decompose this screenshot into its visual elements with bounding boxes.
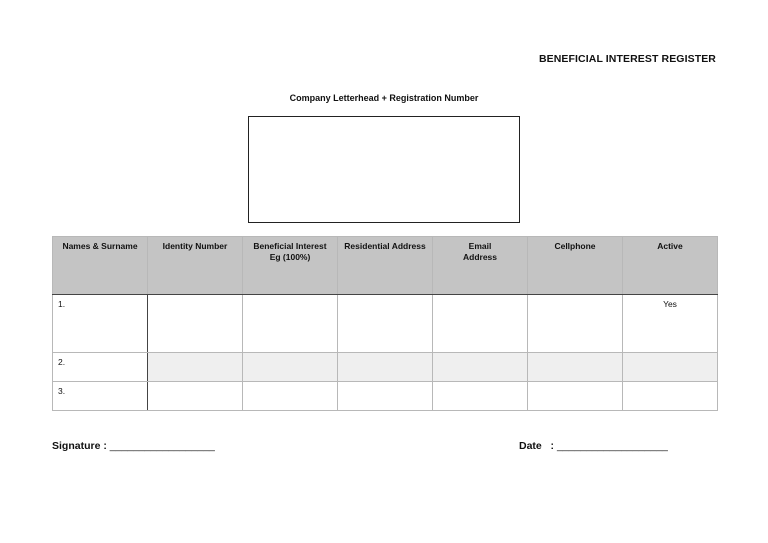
header-beneficial-interest-label: Beneficial Interest: [253, 241, 327, 251]
table-cell[interactable]: [243, 382, 338, 411]
header-names-surname-label: Names & Surname: [62, 241, 138, 251]
table-cell[interactable]: [528, 295, 623, 353]
signature-field[interactable]: __________________: [109, 440, 215, 452]
letterhead-label: Company Letterhead + Registration Number: [289, 93, 479, 103]
date-line: [519, 440, 668, 452]
table-cell[interactable]: [528, 382, 623, 411]
signature-label: Signature :: [52, 440, 107, 452]
table-cell[interactable]: [623, 353, 718, 382]
table-cell[interactable]: [433, 382, 528, 411]
header-beneficial-interest: [243, 237, 338, 295]
document-title: BENEFICIAL INTEREST REGISTER: [538, 53, 716, 65]
table-cell[interactable]: Yes: [623, 295, 718, 353]
signature-line: [52, 440, 215, 452]
header-active-label: Active: [657, 241, 683, 251]
table-cell[interactable]: [528, 353, 623, 382]
header-email-address: [433, 237, 528, 295]
header-cellphone: [528, 237, 623, 295]
table-cell[interactable]: 3.: [53, 382, 148, 411]
table-cell[interactable]: [148, 353, 243, 382]
table-cell[interactable]: [433, 353, 528, 382]
header-beneficial-interest-example: Eg (100%): [269, 252, 311, 262]
header-row: [53, 237, 718, 295]
table-cell[interactable]: 2.: [53, 353, 148, 382]
header-residential-address-label: Residential Address: [344, 241, 426, 251]
table-cell[interactable]: [338, 382, 433, 411]
register-table: [52, 236, 718, 411]
date-label: Date :: [519, 440, 555, 452]
table-cell[interactable]: 1.: [53, 295, 148, 353]
table-row: [53, 353, 718, 382]
table-cell[interactable]: [338, 353, 433, 382]
table-row: [53, 295, 718, 353]
table-cell[interactable]: [433, 295, 528, 353]
table-cell[interactable]: [243, 295, 338, 353]
header-email-label: Email: [468, 241, 492, 251]
table-cell[interactable]: [623, 382, 718, 411]
table-row: [53, 382, 718, 411]
table-cell[interactable]: [148, 382, 243, 411]
table-cell[interactable]: [243, 353, 338, 382]
header-address-label: Address: [462, 252, 497, 262]
table-cell[interactable]: [148, 295, 243, 353]
date-field[interactable]: ___________________: [556, 440, 668, 452]
header-cellphone-label: Cellphone: [554, 241, 596, 251]
header-names-surname: [53, 237, 148, 295]
header-active: [623, 237, 718, 295]
header-identity-number-label: Identity Number: [162, 241, 228, 251]
letterhead-box: [248, 116, 520, 223]
header-residential-address: [338, 237, 433, 295]
header-identity-number: [148, 237, 243, 295]
table-cell[interactable]: [338, 295, 433, 353]
